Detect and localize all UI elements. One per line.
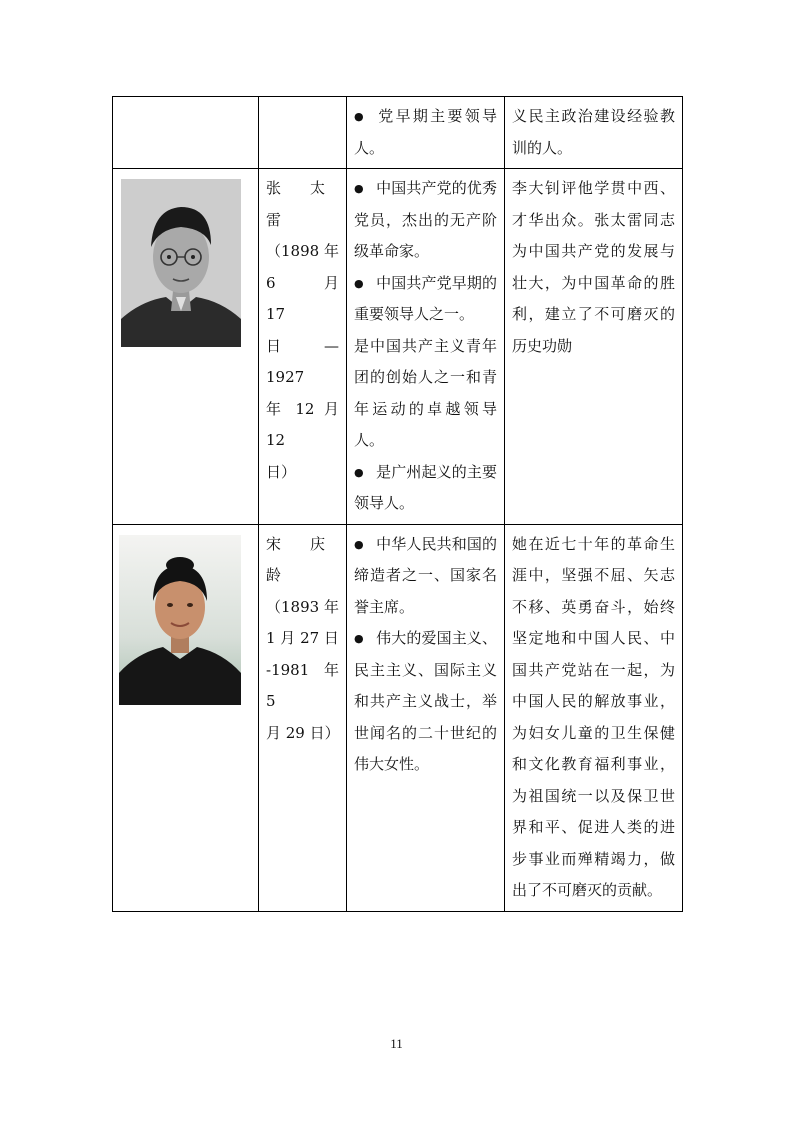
bullet-icon: ● <box>354 632 364 645</box>
bullet-item: ● 中华人民共和国的缔造者之一、国家名誉主席。 <box>354 529 497 624</box>
person-name: 宋庆龄 <box>266 534 339 584</box>
bullet-icon: ● <box>354 276 364 290</box>
bullet-item: ● 中国共产党早期的重要领导人之一。 <box>354 268 497 331</box>
table-row <box>113 169 683 525</box>
portrait-photo-soong-ching-ling <box>119 535 241 705</box>
bullet-icon: ● <box>354 465 364 479</box>
bullet-item: ● 党早期主要领导人。 <box>354 101 497 164</box>
evaluation-cell: 义民主政治建设经验教训的人。 <box>505 97 683 169</box>
photo-cell-empty <box>113 97 259 169</box>
person-name: 张太雷 <box>266 179 339 229</box>
page-number: 11 <box>390 1036 403 1051</box>
name-cell-empty <box>259 97 347 169</box>
bullet-icon: ● <box>354 182 364 195</box>
bullet-icon: ● <box>354 110 364 123</box>
bullet-item: ● 中国共产党的优秀党员，杰出的无产阶级革命家。 <box>354 173 497 268</box>
portrait-graphic <box>121 179 241 347</box>
name-cell: 张太雷 （1898 年 6 月 17 日 — 1927 年 12 月 12 日） <box>259 169 347 525</box>
evaluation-cell: 她在近七十年的革命生涯中，坚强不屈、矢志不移、英勇奋斗，始终坚定地和中国人民、中国共产党站在一起，为中国人民的解放事业，为妇女儿童的卫生保健和文化教育福利事业，为祖国统一以及保卫世界和平、促进人类的进步事业而殚精竭力，做出了不可磨灭的贡献。 <box>505 524 683 911</box>
bullet-item: ● 伟大的爱国主义、民主主义、国际主义和共产主义战士，举世闻名的二十世纪的伟大女性。 <box>354 623 497 781</box>
evaluation-cell: 李大钊评他学贯中西、才华出众。张太雷同志为中国共产党的发展与壮大，为中国革命的胜利，建立了不可磨灭的历史功勋 <box>505 169 683 525</box>
description-cell <box>347 97 505 169</box>
description-cell: ● 中国共产党的优秀党员，杰出的无产阶级革命家。 ● 中国共产党早期的重要领导人之一。 是中国共产主义青年团的创始人之一和青年运动的卓越领导人。 ● 是广州起义的主要领导人。 <box>347 169 505 525</box>
portrait-photo-zhang-tailei <box>121 179 241 347</box>
bullet-item: ● 是广州起义的主要领导人。 <box>354 457 497 520</box>
table-row <box>113 524 683 911</box>
bullet-icon: ● <box>354 537 364 551</box>
table-row <box>113 97 683 169</box>
photo-cell <box>113 169 259 525</box>
description-cell <box>347 524 505 911</box>
portrait-graphic <box>119 535 241 705</box>
photo-cell <box>113 524 259 911</box>
name-cell: 宋庆龄 （1893 年 1 月 27 日 -1981 年 5 月 29 日） <box>259 524 347 911</box>
biography-table <box>112 96 683 912</box>
